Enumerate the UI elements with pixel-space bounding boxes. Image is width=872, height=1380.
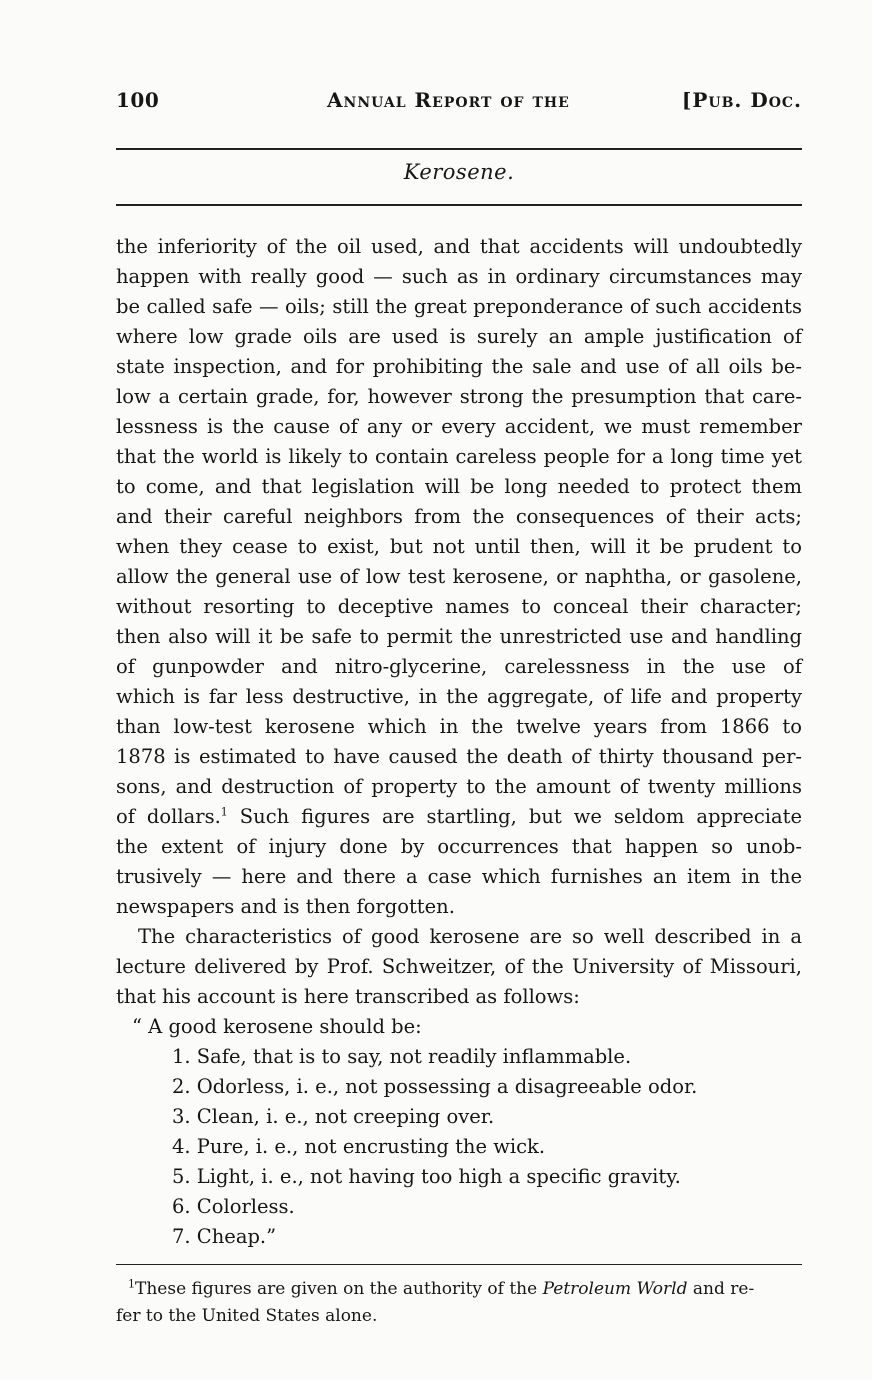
- footnote-source: Petroleum World: [542, 1279, 688, 1299]
- section-title: Kerosene.: [403, 160, 515, 184]
- footnote: [116, 1276, 802, 1330]
- text-line: where low grade oils are used is surely an ample justification of: [116, 325, 802, 348]
- text-line: trusively — here and there a case which furnishes an item in the: [116, 865, 802, 888]
- list-item: 5. Light, i. e., not having too high a specific gravity.: [172, 1165, 681, 1188]
- text-line: sons, and destruction of property to the amount of twenty millions: [116, 775, 802, 798]
- text-line: low a certain grade, for, however strong the presumption that care-: [116, 385, 802, 408]
- page-number: 100: [116, 88, 160, 112]
- paragraph-2: [116, 922, 802, 1012]
- list-item: 7. Cheap.”: [172, 1225, 277, 1248]
- footnote-text: [116, 1276, 802, 1303]
- text-line: when they cease to exist, but not until then, will it be prudent to: [116, 535, 802, 558]
- footnote-line-2: fer to the United States alone.: [116, 1306, 378, 1326]
- text-line: then also will it be safe to permit the unrestricted use and handling: [116, 625, 802, 648]
- footnote-reference[interactable]: 1: [220, 805, 228, 819]
- pub-doc-label: [Pub. Doc.: [681, 88, 802, 112]
- text-line: and their careful neighbors from the consequences of their acts;: [116, 505, 802, 528]
- text-line: lessness is the cause of any or every accident, we must remember: [116, 415, 802, 438]
- list-item: 1. Safe, that is to say, not readily inflammable.: [172, 1045, 632, 1068]
- footnote-marker: 1: [128, 1277, 135, 1291]
- text-line: be called safe — oils; still the great preponderance of such accidents: [116, 295, 802, 318]
- list-item: 3. Clean, i. e., not creeping over.: [172, 1105, 495, 1128]
- section-rule: [116, 204, 802, 206]
- page-header: [116, 88, 802, 120]
- list-item: 2. Odorless, i. e., not possessing a disagreeable odor.: [172, 1075, 698, 1098]
- text-line: which is far less destructive, in the aggregate, of life and property: [116, 685, 802, 708]
- list-item: 6. Colorless.: [172, 1195, 295, 1218]
- footnote-text-after: and re-: [687, 1279, 755, 1299]
- footnote-line-end: Such figures are startling, but we seldom appreciate: [227, 805, 802, 828]
- text-line: allow the general use of low test kerosene, or naphtha, or gasolene,: [116, 565, 802, 588]
- text-line: state inspection, and for prohibiting the sale and use of all oils be-: [116, 355, 802, 378]
- properties-list: [116, 1042, 802, 1252]
- text-line: to come, and that legislation will be long needed to protect them: [116, 475, 802, 498]
- text-line: than low-test kerosene which in the twelve years from 1866 to: [116, 715, 802, 738]
- text-line: [116, 802, 802, 832]
- list-item: 4. Pure, i. e., not encrusting the wick.: [172, 1135, 546, 1158]
- text-line: without resorting to deceptive names to conceal their character;: [116, 595, 802, 618]
- text-line: 1878 is estimated to have caused the death of thirty thousand per-: [116, 745, 802, 768]
- running-title: Annual Report of the: [327, 88, 570, 112]
- footnote-rule: [116, 1264, 802, 1265]
- quote-intro: “ A good kerosene should be:: [132, 1015, 422, 1038]
- text-line: that his account is here transcribed as follows:: [116, 985, 580, 1008]
- header-rule: [116, 148, 802, 150]
- footnote-text-before: These figures are given on the authority of the: [135, 1279, 543, 1299]
- text-line: the extent of injury done by occurrences that happen so unob-: [116, 835, 802, 858]
- text-line: newspapers and is then forgotten.: [116, 895, 455, 918]
- body-text: [116, 232, 802, 1252]
- text-line: lecture delivered by Prof. Schweitzer, of the University of Missouri,: [116, 955, 802, 978]
- text-line: that the world is likely to contain careless people for a long time yet: [116, 445, 802, 468]
- paragraph-1: [116, 232, 802, 922]
- text-line: of gunpowder and nitro-glycerine, carelessness in the use of: [116, 655, 802, 678]
- text-line: the inferiority of the oil used, and that accidents will undoubtedly: [116, 235, 802, 258]
- text-line: happen with really good — such as in ordinary circumstances may: [116, 265, 802, 288]
- text-line: The characteristics of good kerosene are so well described in a: [138, 925, 802, 948]
- footnote-line-start: of dollars.: [116, 805, 221, 828]
